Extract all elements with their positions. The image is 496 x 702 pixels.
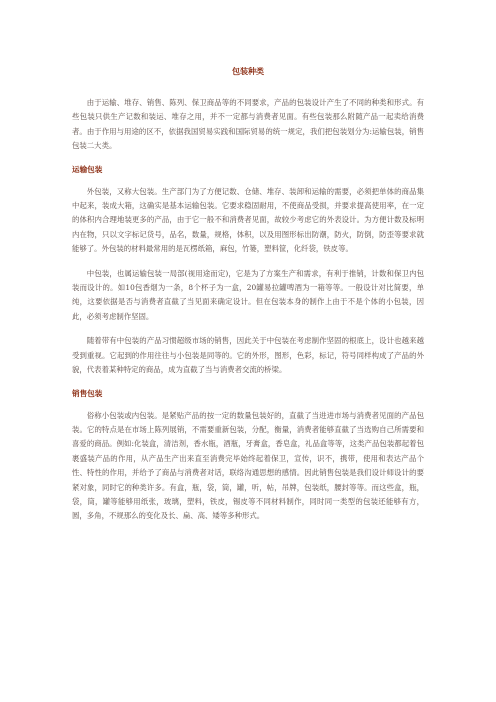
section-paragraph: 中包装，也属运输包装一局部(视用途而定)，它是为了方案生产和需求，有利于推销，计数和保卫内包装而设计的。如10包香烟为一条，8个杯子为一盒，20罐易拉罐啤酒为一箱等等。一般设计对比简要，单纯，这要依据是否与消费者直截了当见面来确定设计。但在包装本身的制作上由于不是个体的小包装，因此，必须考虑制作坚固。: [72, 268, 424, 321]
section-heading: 销售包装: [72, 388, 103, 398]
intro-paragraph: 由于运输、堆存、销售、陈列、保卫商品等的不同要求，产品的包装设计产生了不同的种类和形式。有些包装只供生产记数和装运、堆存之用，并不一定都与消费者见面。有些包装那么附随产品一起卖给消费者。由于作用与用途的区不，依据我国贸易实践和国际贸易的统一规定，我们把包装划分为:运输包装，销售包装二大类。: [72, 98, 424, 151]
document-body: [72, 96, 424, 534]
section-paragraph: 外包装，又称大包装。生产部门为了方便记数、仓储、堆存、装卸和运输的需要，必须把单体的商品集中起来，装成大箱，这确实是基本运输包装。它要求稳固耐用，不使商品受损，并要求提高使用率，在一定的体积内合理地装更多的产品，由于它一般不和消费者见面，故较少考虑它的外表设计。为方便计数及标明内在物，只以文字标记货号，品名，数量，规格，体积，以及用图形标出防潮，防火，防倒，防歪等要求就能够了。外包装的材料最常用的是瓦楞纸箱，麻包，竹篓，塑料筐，化纤袋，铁皮等。: [72, 186, 424, 254]
section-paragraph: 俗称小包装或内包装。是紧贴产品的按一定的数量包装好的，直截了当进进市场与消费者见面的产品包装。它的特点是在市场上陈列展销，不需要重新包装，分配，衡量，消费者能够直截了当选购自己所需要和喜爱的商品。例如:化装盒，清洁剂，香水瓶，酒瓶，牙膏盒，香皂盒，礼品盒等等，这类产品包装都起着包裹盛装产品的作用，从产品生产出来直至消费完毕始终起着保卫，宣传，识不，携带，使用和表达产品个性、特性的作用，并给予了商品与消费者对话，联络沟通思想的感情。因此销售包装是我们设计师设计的要紧对象，同时它的种类许多。有盒，瓶，袋，筒，罐，听，帖，吊牌，包装纸，腰封等等。而这些盒，瓶，袋，筒，罐等能够用纸张，玻璃，塑料，铁皮，锡皮等不同材料制作，同时同一类型的包装还能够有方，圆，多角，不规那么的变化及长、扁、高、矮等多种形式。: [72, 410, 424, 521]
section-heading: 运输包装: [72, 164, 103, 174]
section-paragraph: 随着带有中包装的产品习惯超级市场的销售，因此关于中包装在考虑制作坚固的根底上，设计也越来越受到重视。它起到的作用往往与小包装是同等的。它的外形，图形，色彩，标记，符号同样构成了产品的外貌，代表着某种特定的商品，成为直截了当与消费者交流的桥梁。: [72, 336, 424, 375]
section-transport-packaging: [72, 164, 424, 378]
document-title: 包装种类: [232, 66, 264, 76]
section-sales-packaging: [72, 388, 424, 524]
